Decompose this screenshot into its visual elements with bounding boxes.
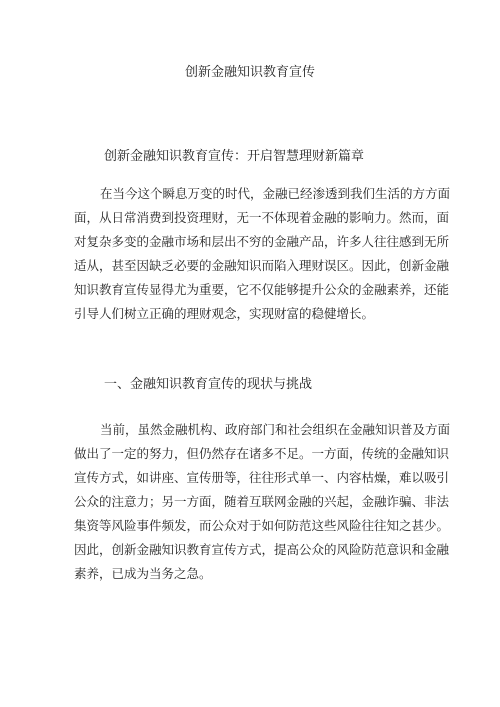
- paragraph-line: 引导人们树立正确的理财观念，实现财富的稳健增长。: [74, 306, 375, 321]
- paragraph-line: 适从，甚至因缺乏必要的金融知识而陷入理财误区。因此，创新金融: [74, 258, 450, 273]
- section-paragraph: [74, 418, 451, 586]
- paragraph-line: 在当今这个瞬息万变的时代，金融已经渗透到我们生活的方方面: [100, 186, 451, 201]
- document-title: 创新金融知识教育宣传: [184, 65, 315, 80]
- section-heading: 一、金融知识教育宣传的现状与挑战: [104, 377, 313, 392]
- paragraph-line: 集资等风险事件频发，而公众对于如何防范这些风险往往知之甚少。: [74, 518, 450, 533]
- paragraph-line: 做出了一定的努力，但仍然存在诸多不足。一方面，传统的金融知识: [74, 446, 450, 461]
- paragraph-line: 宣传方式，如讲座、宣传册等，往往形式单一、内容枯燥，难以吸引: [74, 470, 450, 485]
- paragraph-line: 公众的注意力；另一方面，随着互联网金融的兴起，金融诈骗、非法: [74, 494, 450, 509]
- paragraph-line: 面，从日常消费到投资理财，无一不体现着金融的影响力。然而，面: [74, 210, 450, 225]
- paragraph-line: 对复杂多变的金融市场和层出不穷的金融产品，许多人往往感到无所: [74, 234, 450, 249]
- paragraph-line: 因此，创新金融知识教育宣传方式，提高公众的风险防范意识和金融: [74, 542, 450, 557]
- paragraph-line: 素养，已成为当务之急。: [74, 566, 212, 581]
- document-subtitle: 创新金融知识教育宣传：开启智慧理财新篇章: [104, 149, 365, 164]
- intro-paragraph: [74, 182, 451, 326]
- paragraph-line: 知识教育宣传显得尤为重要，它不仅能够提升公众的金融素养，还能: [74, 282, 450, 297]
- paragraph-line: 当前，虽然金融机构、政府部门和社会组织在金融知识普及方面: [100, 422, 451, 437]
